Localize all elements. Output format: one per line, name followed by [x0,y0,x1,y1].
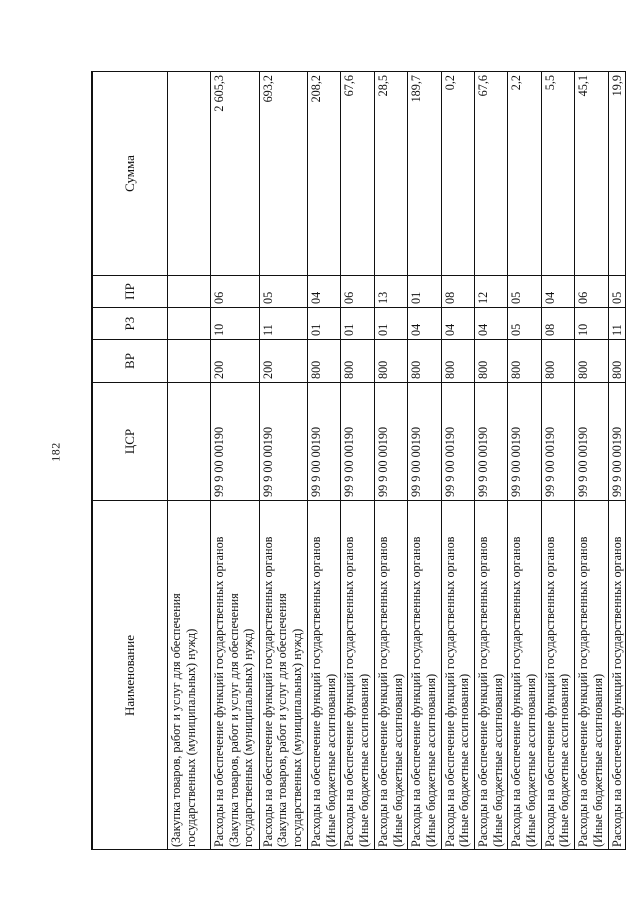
cell-name: Расходы на обеспечение функций государственных органов (Иные бюджетные ассигнования) [508,501,541,851]
cell-csr: 99 9 00 00190 [211,383,260,501]
cell-rz: 05 [508,308,541,340]
cell-vr: 800 [308,340,341,383]
cell-csr: 99 9 00 00190 [508,383,541,501]
cell-name: Расходы на обеспечение функций государственных органов (Закупка товаров, работ и услуг для обеспечения государственных (муниципальных) нужд) [259,501,308,851]
column-header-rz: РЗ [93,308,168,340]
column-header-pr: ПР [93,276,168,308]
cell-sum: 67,6 [341,72,374,276]
cell-pr: 05 [508,276,541,308]
table-row [374,72,407,851]
cell-pr: 05 [259,276,308,308]
table-row [508,72,541,851]
cell-rz: 01 [374,308,407,340]
column-header-sum: Сумма [93,72,168,276]
cell-rz: 01 [308,308,341,340]
cell-rz: 10 [575,308,608,340]
cell-csr: 99 9 00 00190 [374,383,407,501]
cell-sum: 208,2 [308,72,341,276]
cell-pr: 06 [211,276,260,308]
page-number: 182 [48,442,63,462]
cell-pr: 04 [308,276,341,308]
cell-vr: 800 [575,340,608,383]
cell-csr: 99 9 00 00190 [608,383,626,501]
table-row [575,72,608,851]
cell-name: Расходы на обеспечение функций государственных органов (Иные бюджетные ассигнования) [475,501,508,851]
cell-sum: 28,5 [374,72,407,276]
cell-sum: 693,2 [259,72,308,276]
table-row [341,72,374,851]
cell-pr: 08 [441,276,474,308]
cell-rz: 08 [541,308,574,340]
table-row [408,72,441,851]
column-header-vr: ВР [93,340,168,383]
cell-pr: 13 [374,276,407,308]
cell-vr: 800 [475,340,508,383]
budget-table-frame [91,71,626,850]
cell-pr: 06 [341,276,374,308]
cell-csr: 99 9 00 00190 [259,383,308,501]
table-row [308,72,341,851]
cell-name: Расходы на обеспечение функций государственных органов (Закупка товаров, работ и услуг для обеспечения государственных (муниципальных) нужд) [211,501,260,851]
cell-sum: 2,2 [508,72,541,276]
cell-name: Расходы на обеспечение функций государственных органов (Иные бюджетные ассигнования) [441,501,474,851]
table-row [541,72,574,851]
table-row [211,72,260,851]
cell-name: (Закупка товаров, работ и услуг для обеспечения государственных (муниципальных) нужд) [168,501,211,851]
table-header-row [93,72,168,851]
cell-rz: 10 [211,308,260,340]
table-row [441,72,474,851]
cell-vr: 800 [374,340,407,383]
cell-pr: 06 [575,276,608,308]
cell-csr: 99 9 00 00190 [308,383,341,501]
cell-pr: 04 [541,276,574,308]
table-row [475,72,508,851]
cell-csr: 99 9 00 00190 [408,383,441,501]
cell-pr: 05 [608,276,626,308]
cell-sum: 5,5 [541,72,574,276]
cell-vr: 800 [341,340,374,383]
cell-vr: 800 [508,340,541,383]
table-row [608,72,626,851]
cell-pr: 12 [475,276,508,308]
cell-rz: 04 [441,308,474,340]
cell-rz: 11 [259,308,308,340]
cell-csr: 99 9 00 00190 [441,383,474,501]
cell-vr: 800 [608,340,626,383]
cell-sum: 189,7 [408,72,441,276]
table-row [168,72,211,851]
cell-sum: 0,2 [441,72,474,276]
cell-name: Расходы на обеспечение функций государственных органов (Иные бюджетные ассигнования) [575,501,608,851]
column-header-csr: ЦСР [93,383,168,501]
cell-pr: 01 [408,276,441,308]
cell-csr [168,383,211,501]
cell-vr: 800 [408,340,441,383]
cell-name: Расходы на обеспечение функций государственных органов (Иные бюджетные ассигнования) [308,501,341,851]
cell-name: Расходы на обеспечение функций государственных органов (Иные бюджетные ассигнования) [408,501,441,851]
cell-rz: 04 [475,308,508,340]
cell-rz: 11 [608,308,626,340]
budget-table [92,71,626,850]
cell-pr [168,276,211,308]
cell-sum: 67,6 [475,72,508,276]
cell-sum: 45,1 [575,72,608,276]
cell-sum [168,72,211,276]
cell-vr [168,340,211,383]
cell-vr: 200 [259,340,308,383]
cell-name: Расходы на обеспечение функций государственных органов [608,501,626,851]
cell-csr: 99 9 00 00190 [475,383,508,501]
cell-sum: 19,9 [608,72,626,276]
cell-rz: 04 [408,308,441,340]
cell-name: Расходы на обеспечение функций государственных органов (Иные бюджетные ассигнования) [541,501,574,851]
table-row [259,72,308,851]
rotated-table-container [92,72,626,850]
cell-csr: 99 9 00 00190 [575,383,608,501]
cell-name: Расходы на обеспечение функций государственных органов (Иные бюджетные ассигнования) [341,501,374,851]
cell-name: Расходы на обеспечение функций государственных органов (Иные бюджетные ассигнования) [374,501,407,851]
cell-csr: 99 9 00 00190 [341,383,374,501]
cell-sum: 2 605,3 [211,72,260,276]
cell-rz: 01 [341,308,374,340]
cell-csr: 99 9 00 00190 [541,383,574,501]
cell-rz [168,308,211,340]
cell-vr: 200 [211,340,260,383]
cell-vr: 800 [441,340,474,383]
cell-vr: 800 [541,340,574,383]
column-header-name: Наименование [93,501,168,851]
